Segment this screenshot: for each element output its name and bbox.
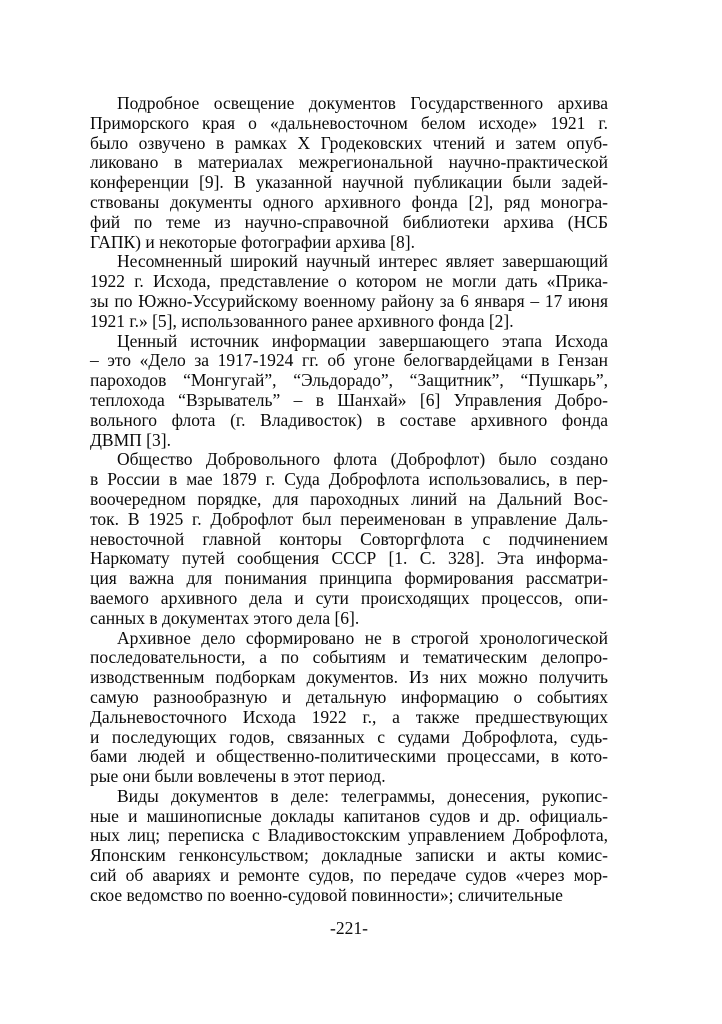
text-line: было озвучено в рамках X Гродековских чтений и затем опуб-: [90, 132, 608, 153]
text-line: ское ведомство по военно-судовой повинности»; сличительные: [90, 884, 563, 905]
text-line: рые они были вовлечены в этот период.: [90, 766, 386, 787]
text-line: Общество Добровольного флота (Доброфлот) было создано: [117, 449, 608, 470]
text-line: сий об авариях и ремонте судов, по передаче судов «через мор-: [90, 865, 608, 886]
text-line: Архивное дело сформировано не в строгой хронологической: [117, 627, 608, 648]
text-line: теплохода “Взрыватель” – в Шанхай» [6] Управления Добро-: [90, 389, 608, 410]
text-line: самую разнообразную и детальную информацию о событиях: [90, 686, 608, 707]
text-line: ных лиц; переписка с Владивостокским управлением Доброфлота,: [90, 825, 608, 846]
article-body: [90, 94, 608, 906]
text-line: фий по теме из научно-справочной библиотеки архива (НСБ: [90, 211, 608, 232]
text-line: бами людей и общественно-политическими процессами, в кото-: [90, 746, 608, 767]
text-line: ваемого архивного дела и сути происходящих процессов, опи-: [90, 587, 608, 608]
text-line: Несомненный широкий научный интерес являет завершающий: [117, 251, 608, 272]
text-line: ток. В 1925 г. Доброфлот был переименован в управление Даль-: [90, 508, 608, 529]
text-line: ДВМП [3].: [90, 429, 171, 450]
paragraph: [90, 94, 608, 252]
text-line: ция важна для понимания принципа формирования рассматри-: [90, 568, 608, 589]
text-line: Наркомату путей сообщения СССР [1. С. 328]. Эта информа-: [90, 548, 608, 569]
text-line: последовательности, а по событиям и тематическим делопро-: [90, 647, 608, 668]
text-line: невосточной главной конторы Совторгфлота с подчинением: [90, 528, 608, 549]
text-line: 1921 г.» [5], использованного ранее архивного фонда [2].: [90, 310, 514, 331]
text-line: Подробное освещение документов Государственного архива: [117, 93, 608, 113]
text-line: ГАПК) и некоторые фотографии архива [8].: [90, 231, 415, 252]
paragraph: [90, 629, 608, 787]
text-line: пароходов “Монгугай”, “Эльдорадо”, “Защитник”, “Пушкарь”,: [90, 370, 608, 391]
text-line: Приморского края о «дальневосточном белом исходе» 1921 г.: [90, 112, 608, 133]
text-line: конференции [9]. В указанной научной публикации были задей-: [90, 172, 608, 193]
text-line: Ценный источник информации завершающего этапа Исхода: [117, 330, 608, 351]
text-line: Виды документов в деле: телеграммы, донесения, рукопис-: [117, 785, 608, 806]
paragraph: [90, 787, 608, 906]
text-line: и последующих годов, связанных с судами Доброфлота, судь-: [90, 726, 608, 747]
text-line: санных в документах этого дела [6].: [90, 607, 360, 628]
page-number: -221-: [330, 918, 368, 938]
text-line: воочередном порядке, для пароходных линий на Дальний Вос-: [90, 488, 608, 509]
text-line: зы по Южно-Уссурийскому военному району за 6 января – 17 июня: [90, 290, 608, 311]
paragraph: [90, 332, 608, 451]
text-line: Японским генконсульством; докладные записки и акты комис-: [90, 845, 608, 866]
text-line: Дальневосточного Исхода 1922 г., а также предшествующих: [90, 706, 608, 727]
text-line: изводственным подборкам документов. Из них можно получить: [90, 667, 608, 688]
text-line: 1922 г. Исхода, представление о котором не могли дать «Прика-: [90, 271, 608, 292]
text-line: ствованы документы одного архивного фонда [2], ряд моногра-: [90, 191, 608, 212]
text-line: ликовано в материалах межрегиональной научно-практической: [90, 152, 608, 173]
text-line: вольного флота (г. Владивосток) в составе архивного фонда: [90, 409, 608, 430]
text-line: – это «Дело за 1917-1924 гг. об угоне белогвардейцами в Гензан: [90, 350, 608, 371]
paragraph: [90, 252, 608, 331]
text-line: ные и машинописные доклады капитанов судов и др. официаль-: [90, 805, 608, 826]
text-line: в России в мае 1879 г. Суда Доброфлота использовались, в пер-: [90, 469, 608, 490]
paragraph: [90, 450, 608, 628]
